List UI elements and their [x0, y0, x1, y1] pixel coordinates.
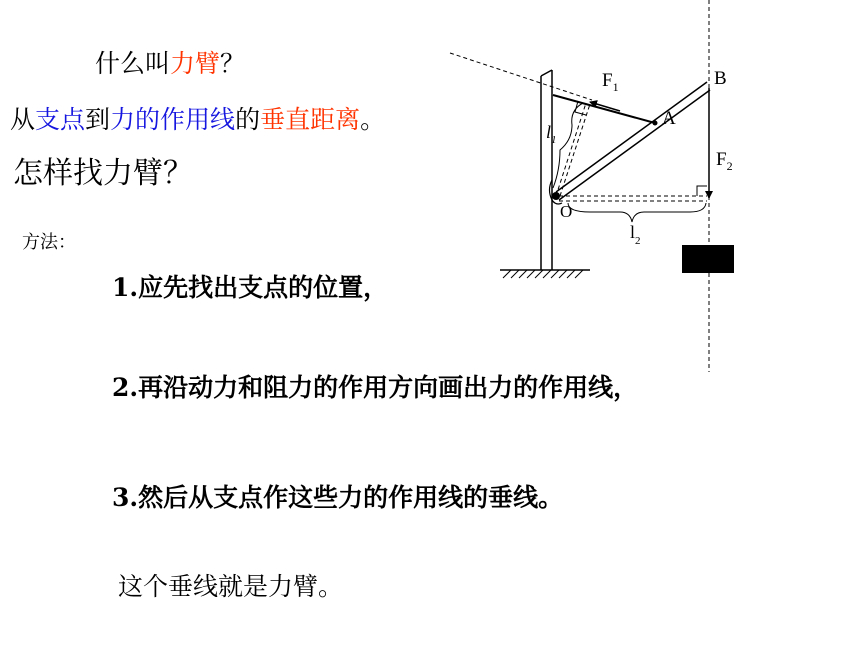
l2-right-angle	[697, 186, 707, 196]
step-1: 1.应先找出支点的位置，	[112, 273, 389, 302]
keyword-fulcrum: 支点	[35, 105, 86, 134]
label-f1: $F_1$	[602, 70, 619, 94]
label-l1: $l_1$	[546, 122, 557, 146]
method-label: 方法：	[22, 232, 76, 253]
label-a: A	[662, 108, 676, 129]
lever-arm-definition: 从支点到力的作用线的垂直距离。	[10, 105, 386, 134]
ground-hatching	[500, 270, 590, 278]
keyword-perpendicular-distance: 垂直距离	[260, 105, 361, 134]
lever-bar	[556, 82, 710, 200]
f1-line-of-action	[450, 53, 592, 100]
label-l2: $l_2$	[630, 222, 641, 247]
question-how-to-find-lever-arm: 怎样找力臂？	[13, 156, 193, 191]
label-b: B	[714, 68, 727, 89]
f1-force-line	[553, 95, 655, 123]
step-2: 2.再沿动力和阻力的作用方向画出力的作用线，	[112, 373, 639, 402]
l2-brace	[568, 203, 706, 222]
label-f2: $F_2$	[716, 149, 733, 173]
question-what-is-lever-arm: 什么叫力臂？	[95, 49, 246, 78]
hanging-weight	[682, 245, 734, 273]
step-3: 3.然后从支点作这些力的作用线的垂线。	[112, 483, 564, 512]
keyword-lever-arm: 力臂	[170, 49, 221, 78]
keyword-line-of-action: 力的作用线	[110, 105, 236, 134]
conclusion: 这个垂线就是力臂。	[118, 572, 344, 601]
wall-post	[541, 70, 552, 270]
fulcrum-point	[552, 192, 560, 200]
point-a-dot	[653, 121, 658, 126]
l2-perpendicular	[559, 196, 707, 201]
label-o: O	[560, 202, 573, 221]
